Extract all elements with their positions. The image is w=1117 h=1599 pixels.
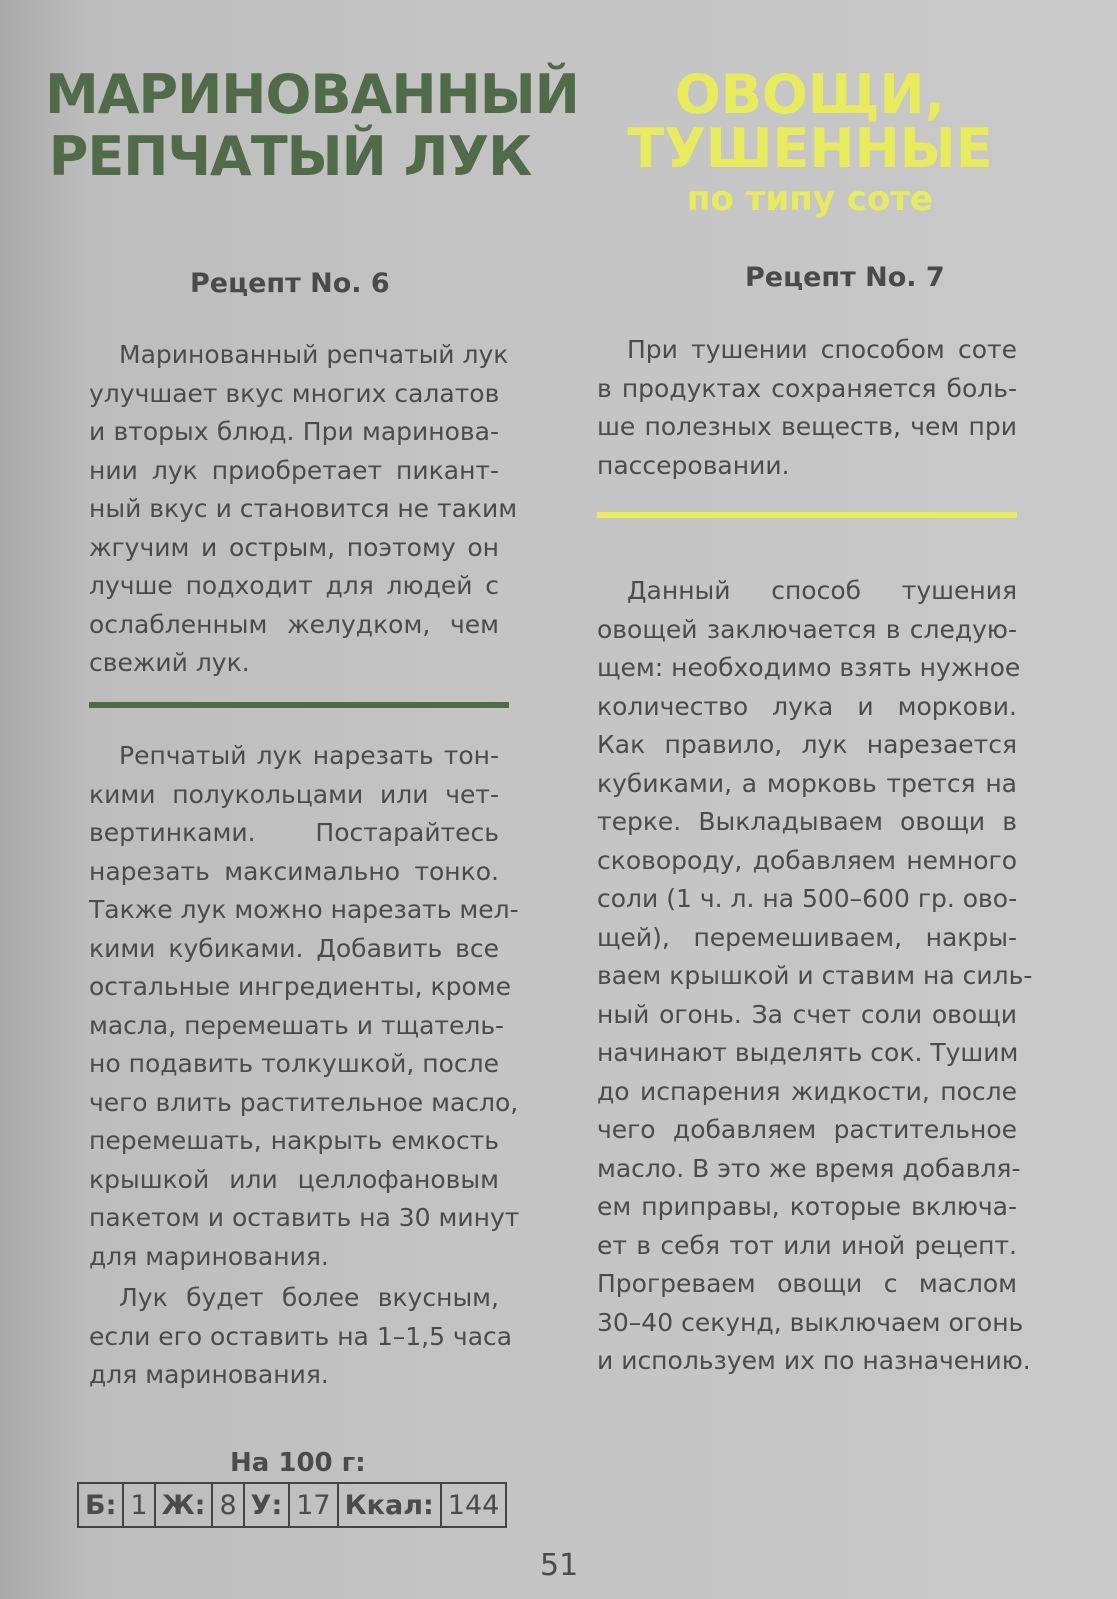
text-line: ный огонь. За счет соли овощи	[597, 999, 1017, 1029]
text-line: щем: необходимо взять нужное	[597, 653, 1021, 682]
text-line: для маринования.	[89, 1241, 329, 1271]
recipe-6-intro	[89, 336, 518, 683]
recipe-7-title	[600, 63, 1020, 219]
text-line: чего добавляем растительное	[597, 1115, 1017, 1144]
recipe-7-method	[597, 572, 1033, 1381]
text-line: 30–40 секунд, выключаем огонь	[597, 1307, 1024, 1337]
nutrient-label: Б:	[78, 1483, 123, 1527]
text-line: Также лук можно нарезать мел-	[89, 895, 519, 924]
text-line: кими полукольцами или чет-	[89, 779, 499, 809]
text-line: соли (1 ч. л. на 500–600 гр. ово-	[597, 884, 1018, 913]
text-line: и используем их по назначению.	[597, 1346, 1031, 1375]
subtitle: по типу соте	[687, 179, 933, 219]
text-line: начинают выделять сок. Тушим	[597, 1038, 1019, 1067]
text-line: кими кубиками. Добавить все	[89, 933, 499, 963]
text-line: количество лука и моркови.	[597, 691, 1017, 721]
text-line: перемешать, накрыть емкость	[89, 1126, 499, 1155]
text-line: если его оставить на 1–1,5 часа	[89, 1321, 513, 1351]
title-line: РЕПЧАТЫЙ ЛУК	[48, 125, 532, 188]
text-line: ше полезных веществ, чем при	[597, 412, 1017, 441]
text-line: нии лук приобретает пикант-	[89, 455, 499, 485]
text-line: При тушении способом соте	[627, 335, 1017, 364]
recipe-6-note	[89, 1279, 513, 1395]
text-line: лучше подходит для людей с	[89, 571, 499, 600]
recipe-6-title	[45, 63, 579, 192]
nutrient-value: 144	[441, 1483, 507, 1527]
text-line: масло. В это же время добавля-	[597, 1153, 1021, 1183]
nutrient-value: 17	[289, 1483, 337, 1527]
nutrition-table	[77, 1482, 507, 1528]
recipe-7-intro	[597, 331, 1017, 485]
text-line: Репчатый лук нарезать тон-	[119, 741, 499, 770]
text-line: но подавить толкушкой, после	[89, 1049, 499, 1078]
recipe-6-number: Рецепт No. 6	[190, 268, 390, 299]
text-line: ный вкус и становится не таким	[89, 494, 518, 523]
text-line: сковороду, добавляем немного	[597, 845, 1017, 875]
title-line: ОВОЩИ,	[674, 63, 946, 126]
nutrition-heading: На 100 г:	[230, 1448, 366, 1478]
recipe-6-method	[89, 737, 520, 1276]
nutrient-value: 1	[123, 1483, 154, 1527]
text-line: пакетом и оставить на 30 минут	[89, 1203, 520, 1232]
text-line: масла, перемешать и тщатель-	[89, 1010, 505, 1040]
text-line: овощей заключается в следую-	[597, 614, 1017, 644]
nutrient-label: Ж:	[155, 1483, 213, 1527]
text-line: Лук будет более вкусным,	[119, 1283, 499, 1312]
text-line: и вторых блюд. При маринова-	[89, 417, 499, 446]
text-line: жгучим и острым, поэтому он	[89, 532, 499, 562]
text-line: нарезать максимально тонко.	[89, 856, 499, 886]
nutrient-value: 8	[212, 1483, 243, 1527]
text-line: ет в себя тот или иной рецепт.	[597, 1230, 1017, 1260]
text-line: Прогреваем овощи с маслом	[597, 1269, 1017, 1298]
text-line: свежий лук.	[89, 648, 250, 677]
divider-green	[89, 702, 509, 708]
divider-yellow	[597, 512, 1017, 518]
text-line: ем приправы, которые включа-	[597, 1192, 1017, 1221]
text-line: остальные ингредиенты, кроме	[89, 972, 511, 1001]
text-line: ослабленным желудком, чем	[89, 609, 499, 639]
title-line: МАРИНОВАННЫЙ	[45, 63, 579, 126]
text-line: Маринованный репчатый лук	[119, 340, 509, 369]
text-line: Как правило, лук нарезается	[597, 730, 1017, 759]
text-line: вертинками. Постарайтесь	[89, 818, 499, 847]
title-line: ТУШЕННЫЕ	[627, 117, 993, 180]
text-line: в продуктах сохраняется боль-	[597, 373, 1017, 403]
nutrient-label: Ккал:	[338, 1483, 441, 1527]
text-line: кубиками, а морковь трется на	[597, 768, 1017, 798]
nutrient-label: У:	[244, 1483, 290, 1527]
text-line: улучшает вкус многих салатов	[89, 378, 500, 408]
text-line: до испарения жидкости, после	[597, 1076, 1017, 1106]
text-line: пассеровании.	[597, 450, 790, 480]
text-line: чего влить растительное масло,	[89, 1087, 519, 1117]
text-line: для маринования.	[89, 1360, 329, 1389]
text-line: щей), перемешиваем, накры-	[597, 922, 1017, 952]
text-line: Данный способ тушения	[627, 576, 1017, 605]
text-line: крышкой или целлофановым	[89, 1164, 499, 1194]
text-line: терке. Выкладываем овощи в	[597, 807, 1017, 836]
text-line: ваем крышкой и ставим на силь-	[597, 961, 1033, 990]
page-number: 51	[540, 1548, 579, 1583]
recipe-7-number: Рецепт No. 7	[745, 262, 945, 293]
